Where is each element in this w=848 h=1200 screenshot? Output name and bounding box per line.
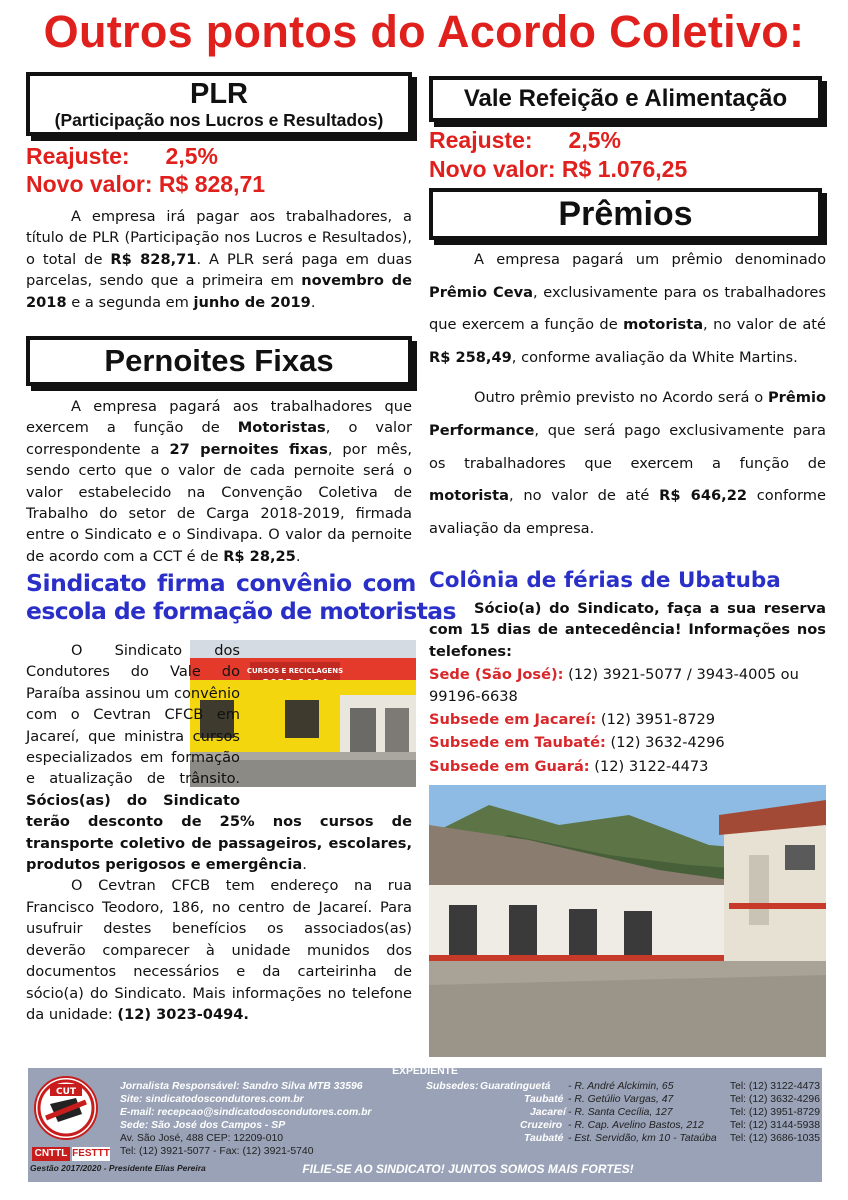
plr-text-part: A empresa irá pagar aos trabalhadores, a título de PLR (Participação nos Lucros e Resultados), o total de bbox=[26, 208, 412, 268]
plr-novo-valor: Novo valor: R$ 828,71 bbox=[26, 171, 266, 197]
contact-phone: (12) 3632-4296 bbox=[605, 734, 725, 752]
school-sign-text: CURSOS E RECICLAGENS bbox=[246, 667, 344, 675]
premio-ceva-valor: R$ 258,49 bbox=[429, 348, 512, 366]
premios-paragraph-1 bbox=[429, 244, 826, 374]
pernoites-quantidade: 27 pernoites fixas bbox=[169, 440, 328, 458]
plr-reajuste-value: 2,5% bbox=[165, 143, 218, 169]
photo-float bbox=[240, 640, 412, 790]
subsede-city: Cruzeiro bbox=[520, 1120, 563, 1131]
pernoites-text-part: , o valor correspondente a bbox=[26, 419, 412, 458]
gestao-text: Gestão 2017/2020 - Presidente Elias Pereira bbox=[30, 1163, 206, 1173]
expediente-footer bbox=[28, 1068, 822, 1182]
vale-reajuste-label: Reajuste: bbox=[429, 127, 533, 153]
vale-novo-valor: Novo valor: R$ 1.076,25 bbox=[429, 156, 688, 182]
convenio-title-line2: escola de formação de motoristas bbox=[26, 597, 456, 625]
subsede-phone: Tel: (12) 3686-1035 bbox=[729, 1133, 820, 1144]
convenio-telefone: (12) 3023-0494. bbox=[117, 1005, 249, 1023]
expediente-title: EXPEDIENTE bbox=[392, 1066, 458, 1077]
plr-text-part: e a segunda em bbox=[66, 293, 194, 311]
pernoites-text-part: . bbox=[295, 547, 301, 565]
premios-text bbox=[429, 244, 826, 545]
colonia-intro: Sócio(a) do Sindicato, faça a sua reserva com 15 dias de antecedência! Informações nos telefones: bbox=[429, 600, 826, 660]
premios-text-part: , no valor de até bbox=[703, 316, 826, 334]
subsede-phone: Tel: (12) 3951-8729 bbox=[729, 1107, 820, 1118]
subsede-city: Taubaté bbox=[524, 1094, 564, 1105]
subsede-address: - R. Getúlio Vargas, 47 bbox=[568, 1094, 674, 1105]
pernoites-text-part: , por mês, sendo certo que o valor de cada pernoite será o valor estabelecido na Convenção Coletiva de Trabalho do setor de Carga 2018-2019, firmada entre o Sindicato e o Sindivapa. O valor da pernoite de acordo com a CCT é de bbox=[26, 440, 412, 565]
subsede-row bbox=[480, 1094, 820, 1107]
premio-ceva: Prêmio Ceva bbox=[429, 283, 534, 301]
vale-reajuste-value: 2,5% bbox=[568, 127, 621, 153]
premios-text-part: , exclusivamente para os trabalhadores que exercem a função de bbox=[429, 283, 827, 334]
convenio-title-line1: Sindicato firma convênio com bbox=[26, 569, 416, 597]
colonia-info bbox=[429, 598, 826, 777]
subsede-address: - R. Santa Cecília, 127 bbox=[568, 1107, 673, 1118]
plr-total: R$ 828,71 bbox=[110, 250, 197, 268]
cut-logo-text: CUT bbox=[55, 1087, 77, 1097]
convenio-title bbox=[26, 569, 456, 625]
convenio-text-part: . bbox=[302, 856, 307, 874]
pernoites-text-part: A empresa pagará aos trabalhadores que exercem a função de bbox=[26, 398, 412, 437]
colonia-title: Colônia de férias de Ubatuba bbox=[429, 568, 781, 593]
subsede-city: Guaratinguetá bbox=[480, 1081, 551, 1092]
plr-text-part: . bbox=[310, 293, 316, 311]
subsede-phone: Tel: (12) 3632-4296 bbox=[729, 1094, 820, 1105]
convenio-text bbox=[26, 640, 412, 1025]
subsede-address: - Est. Servidão, km 10 - Tataúba bbox=[568, 1133, 717, 1144]
jornalista: Jornalista Responsável: Sandro Silva MTB 33596 bbox=[120, 1081, 363, 1092]
pernoites-text bbox=[26, 396, 412, 567]
premios-title: Prêmios bbox=[558, 195, 693, 233]
pernoites-valor: R$ 28,25 bbox=[223, 547, 296, 565]
contact-label: Subsede em Jacareí: bbox=[429, 711, 597, 729]
sindicato-logo bbox=[34, 1076, 98, 1140]
plr-date-1: novembro de 2018 bbox=[26, 272, 412, 311]
colonia-photo bbox=[429, 785, 826, 1057]
subsede-city: Taubaté bbox=[524, 1133, 564, 1144]
premios-motorista: motorista bbox=[429, 487, 509, 505]
vale-title: Vale Refeição e Alimentação bbox=[463, 85, 788, 112]
colonia-contact bbox=[429, 709, 826, 730]
site-link[interactable]: Site: sindicatodoscondutores.com.br bbox=[120, 1094, 304, 1105]
pernoites-title: Pernoites Fixas bbox=[104, 343, 334, 378]
subsede-row bbox=[480, 1081, 820, 1094]
colonia-contact bbox=[429, 756, 826, 777]
email-link[interactable]: E-mail: recepcao@sindicatodoscondutores.com.br bbox=[120, 1107, 372, 1118]
colonia-contact bbox=[429, 732, 826, 753]
plr-reajuste-label: Reajuste: bbox=[26, 143, 130, 169]
subsede-phone: Tel: (12) 3122-4473 bbox=[729, 1081, 820, 1092]
contact-phone: (12) 3921-5077 / 3943-4005 ou 99196-6638 bbox=[429, 666, 799, 705]
subsede-address: - R. André Alckimin, 65 bbox=[568, 1081, 674, 1092]
premios-text-part: Outro prêmio previsto no Acordo será o bbox=[474, 389, 768, 407]
contact-label: Subsede em Guará: bbox=[429, 757, 590, 775]
premio-performance-valor: R$ 646,22 bbox=[659, 487, 747, 505]
premios-text-part: , no valor de até bbox=[508, 487, 660, 505]
festtt-logo: FESTTT bbox=[72, 1148, 110, 1159]
plr-title-box bbox=[26, 72, 412, 136]
plr-text-part: . A PLR será paga em duas parcelas, sendo que a primeira em bbox=[26, 250, 412, 290]
premios-title-box bbox=[429, 188, 822, 240]
subsede-row bbox=[480, 1120, 820, 1133]
subsedes-label: Subsedes: bbox=[426, 1081, 479, 1092]
premios-text-part: conforme avaliação da empresa. bbox=[429, 487, 826, 537]
pernoites-motoristas: Motoristas bbox=[237, 419, 326, 437]
plr-date-2: junho de 2019 bbox=[193, 293, 311, 311]
plr-subtitle: (Participação nos Lucros e Resultados) bbox=[54, 110, 384, 130]
cnttl-logo: CNTTL bbox=[32, 1147, 70, 1161]
subsede-row bbox=[480, 1107, 820, 1120]
premios-text-part: A empresa pagará um prêmio denominado bbox=[474, 251, 826, 268]
vale-reajuste bbox=[429, 127, 621, 154]
colonia-contact bbox=[429, 664, 826, 707]
subsedes-list bbox=[480, 1081, 820, 1146]
subsede-city: Jacareí bbox=[530, 1107, 566, 1118]
page-headline: Outros pontos do Acordo Coletivo: bbox=[43, 6, 805, 57]
pernoites-title-box bbox=[26, 336, 412, 386]
contact-phone: (12) 3951-8729 bbox=[596, 711, 716, 729]
plr-title: PLR bbox=[190, 78, 248, 110]
slogan: FILIE-SE AO SINDICATO! JUNTOS SOMOS MAIS FORTES! bbox=[302, 1162, 634, 1176]
contact-label: Sede (São José): bbox=[429, 666, 564, 684]
premios-motorista: motorista bbox=[623, 316, 704, 334]
subsede-phone: Tel: (12) 3144-5938 bbox=[729, 1120, 820, 1131]
convenio-paragraph-2 bbox=[26, 875, 412, 1025]
contact-label: Subsede em Taubaté: bbox=[429, 734, 606, 752]
subsede-row bbox=[480, 1133, 820, 1146]
plr-text bbox=[26, 206, 412, 313]
premios-paragraph-2 bbox=[429, 382, 826, 545]
sede-telefone: Tel: (12) 3921-5077 - Fax: (12) 3921-5740 bbox=[120, 1146, 314, 1157]
subsede-address: - R. Cap. Avelino Bastos, 212 bbox=[568, 1120, 704, 1131]
convenio-text-part: O Cevtran CFCB tem endereço na rua Francisco Teodoro, 186, no centro de Jacareí. Para usufruir destes benefícios os associados(as) deverão comparecer à unidade munidos dos documentos necessários e da carteirinha de sócio(a) do Sindicato. Mais informações no telefone da unidade: bbox=[26, 877, 412, 1023]
premios-text-part: , que será pago exclusivamente para os trabalhadores que exercem a função de bbox=[429, 421, 826, 472]
contact-phone: (12) 3122-4473 bbox=[589, 757, 709, 775]
premio-performance: Prêmio Performance bbox=[429, 389, 826, 439]
convenio-desconto: Sócios(as) do Sindicato terão desconto de 25% nos cursos de transporte coletivo de passageiros, escolares, produtos perigosos e emergência bbox=[26, 791, 412, 874]
sede-endereco: Av. São José, 488 CEP: 12209-010 bbox=[120, 1133, 284, 1144]
convenio-text-part: O Sindicato dos Condutores do Vale do Paraíba assinou um convênio com o Cevtran CFCB em Jacareí, que ministra cursos especializados em formação e atualização de trânsito. bbox=[26, 642, 240, 788]
premios-text-part: , conforme avaliação da White Martins. bbox=[511, 348, 798, 366]
vale-title-box bbox=[429, 76, 822, 122]
plr-reajuste bbox=[26, 143, 218, 170]
sede-label: Sede: São José dos Campos - SP bbox=[120, 1120, 286, 1131]
